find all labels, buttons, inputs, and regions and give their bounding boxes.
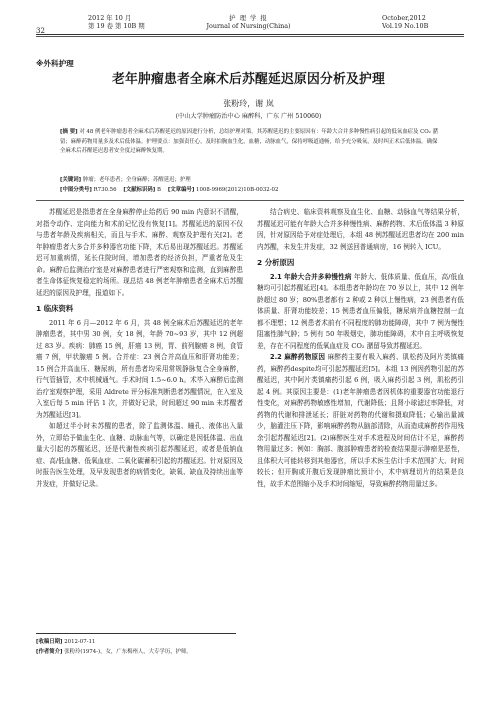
header-volume: Vol.19 No.10B	[382, 22, 429, 30]
clinical-paragraph-1: 2011 年 6 月—2012 年 6 月，共 48 例全麻术后苏醒延迟的老年肿瘤患者，其中男 30 例，女 18 例，年龄 70~93 岁，其中 12 例超过 83 岁。疾病：肺癌 15 例，肝癌 13 例，胃、前列腺癌 8 例，食管癌 7 例，甲状腺癌 5 例。合并症：23 例合并高血压和肝肾功能差；15 例合并高血压、糖尿病，所有患者均采用常规静脉复合全身麻醉，行气管插管，术中机械通气。手术时间 1.5~6.0 h。术毕入麻醉后监测治疗室观察护理，采用 Aldrete 评分标准判断患者苏醒情况，在入室及入室后每 5 min 评估 1 次，并做好记录，时间超过 90 min 未苏醒者为苏醒延迟[3]。	[36, 318, 243, 419]
abstract-text: 对 48 例老年肿瘤患者全麻术后苏醒延迟的原因进行分析，总结护理对策。其苏醒延迟的主要原因有：年龄大合并多种慢性病引起的低氧血症及 CO₂ 潴留；麻醉药物用量多及术后低体温。护理要点：加强责任心，及时拍胸血生化，血糖，动脉血气，保持呼吸道通畅，给予充分吸氧，及时纠正术后低体温，确保全麻术后苏醒延迟患者安全度过麻醉恢复期。	[60, 129, 438, 154]
heading-clinical-data: 1 临床资料	[36, 304, 74, 313]
author-bio-value: 张粉玲(1974-)，女，广东梅州人，大专学历，护师。	[64, 649, 192, 655]
header-journal-cn: 护 理 学 报	[229, 14, 268, 22]
right-paragraph-0: 结合病史、临床资料观察及血生化、血糖、动脉血气等结果分析，苏醒延迟可能有年龄大合并多种慢性病、麻醉药物、术后低体温 3 种原因，针对原因给予对症处理后，本组 48 例苏醒延迟患者均在 200 min 内苏醒，未发生并发症，32 例送回普通病房，16 例转入 ICU。	[257, 208, 464, 251]
header-rule	[36, 34, 464, 35]
received-label: [收稿日期]	[36, 639, 63, 645]
abstract-label: [摘 要]	[60, 129, 78, 135]
art-value: 1008-9969(2012)10B-0032-02	[196, 187, 279, 193]
section-2-1-label: 2.1 年龄大合并多种慢性病	[270, 272, 352, 281]
doc-value: B	[157, 187, 161, 193]
right-column-text	[257, 207, 464, 490]
article-affiliation: (中山大学肿瘤防治中心 麻醉科，广东 广州 510060)	[175, 113, 322, 120]
article-authors: 张粉玲，谢 岚	[223, 99, 274, 108]
header-date: October,2012	[382, 14, 426, 22]
art-label: [文章编号]	[167, 187, 195, 193]
section-2-2-label: 2.2 麻醉药物原因	[270, 353, 326, 361]
section-tag: ※外科护理	[36, 59, 74, 68]
footnote-box	[36, 633, 236, 657]
author-bio-label: [作者简介]	[36, 649, 63, 655]
keywords-text: 肿瘤；老年患者；全身麻醉；苏醒延迟；护理	[82, 177, 191, 183]
intro-paragraph: 苏醒延迟是指患者在全身麻醉停止给药后 90 min 内意识不清醒，对指令动作、定向能力和术前记忆没有恢复[1]。苏醒延迟的原因不仅与患者年龄及疾病相关，而且与手术、麻醉、观察及护理有关[2]。老年肿瘤患者大多合并多种器官功能下降，术后易出现苏醒延迟。苏醒延迟可加重病情，延长住院时间，增加患者的经济负担，严重者危及生命。麻醉后监测治疗室是对麻醉患者进行严密观察和监测，直到麻醉患者生命体征恢复稳定的场所。现总结 48 例老年肿瘤患者全麻术后苏醒延迟的原因及护理，报道如下。	[36, 208, 243, 297]
received-date	[36, 637, 236, 647]
clc-label: [中图分类号]	[60, 187, 92, 193]
doc-label: [文献标识码]	[123, 187, 156, 193]
section-2-1-text: 年龄大、低体质量、低血压，高/低血糖均可引起苏醒延迟[4]。本组患者年龄均在 70 岁以上，其中 12 例年龄超过 80 岁；80%患者都有 2 种或 2 种以上慢性病，23 例患者有低体质量、肝肾功能较差；15 例患者血压偏低，糖尿病并血糖控制一直都不理想；12 例患者术前有不同程度的肺功能障碍，其中 7 例为慢性阻塞性肺气肿；5 例有 50 年吸烟史，肺功能障碍，术中自主呼吸恢复差，存在不同程度的低氧血症及 CO₂ 潴留导致苏醒延迟。	[257, 272, 464, 350]
keywords-label: [关键词]	[60, 177, 82, 183]
header-year: 2012 年 10 月	[88, 14, 132, 22]
header-rule-thin	[36, 36, 464, 37]
page-number: 32	[36, 27, 45, 35]
section-2-2-text: 麻醉药主要有吸入麻药、肌松药及阿片类镇痛药，麻醉药despite均可引起苏醒延迟[5]。本组 13 例因药物引起的苏醒延迟，其中阿片类镇痛药引起 6 例，吸入麻药引起 3 例，肌松药引起 4 例。其原因主要是：(1)老年肿瘤患者因机体的重要器官功能退行性变化，对麻醉药物敏感性增加，代谢降低；且肾小球滤过率降低，对药物的代谢和排泄延长；肝脏对药物的代谢和摄取降低；心输出量减少，脑灌注压下降，影响麻醉药物从脑部清除，从而造成麻醉药作用残余引起苏醒延迟[2]。(2)麻醉医生对手术进程及时间估计不足，麻醉药物用量过多；例如：胸部、腹部肿瘤患者的检查结果提示肿瘤是恶性，且体积大可能转移到其他器官，所以手术医生估计手术范围扩大、时间较长；但开胸或开腹后发现肿瘤比预计小，术中病理切片的结果是良性，故手术范围缩小及手术时间缩短，导致麻醉药物用量过多。	[257, 353, 464, 488]
heading-analysis: 2 分析原因	[257, 258, 295, 267]
clc-value: R730.56	[93, 187, 117, 193]
classification	[60, 186, 440, 195]
abstract	[60, 128, 440, 157]
left-column	[36, 207, 243, 490]
keywords	[60, 176, 440, 185]
journal-header	[0, 0, 497, 36]
section-2-2	[257, 352, 464, 490]
article-title: 老年肿瘤患者全麻术后苏醒延迟原因分析及护理	[112, 72, 385, 87]
header-issue: 第 19 卷 第 10B 期	[88, 22, 145, 30]
section-2-1	[257, 272, 464, 353]
received-value: 2012-07-11	[64, 639, 96, 645]
header-journal-en: Journal of Nursing(China)	[206, 22, 291, 30]
author-bio	[36, 647, 236, 657]
abstract-rule	[36, 200, 464, 201]
clinical-paragraph-2: 如超过半小时未苏醒的患者，除了监测体温、瞳孔、液体出入量外，立即给予做血生化、血糖、动脉血气等，以确定是因低体温、出血量大引起的苏醒延迟，还是代谢性疾病引起苏醒延迟，或者是低钠血症、高/低血糖、低氧血症、二氧化碳蓄积引起的苏醒延迟。针对原因及时报告医生处理，及早发现患者的病情变化，缺氧、缺血及持续出血等并发症，并做好记录。	[36, 422, 243, 488]
